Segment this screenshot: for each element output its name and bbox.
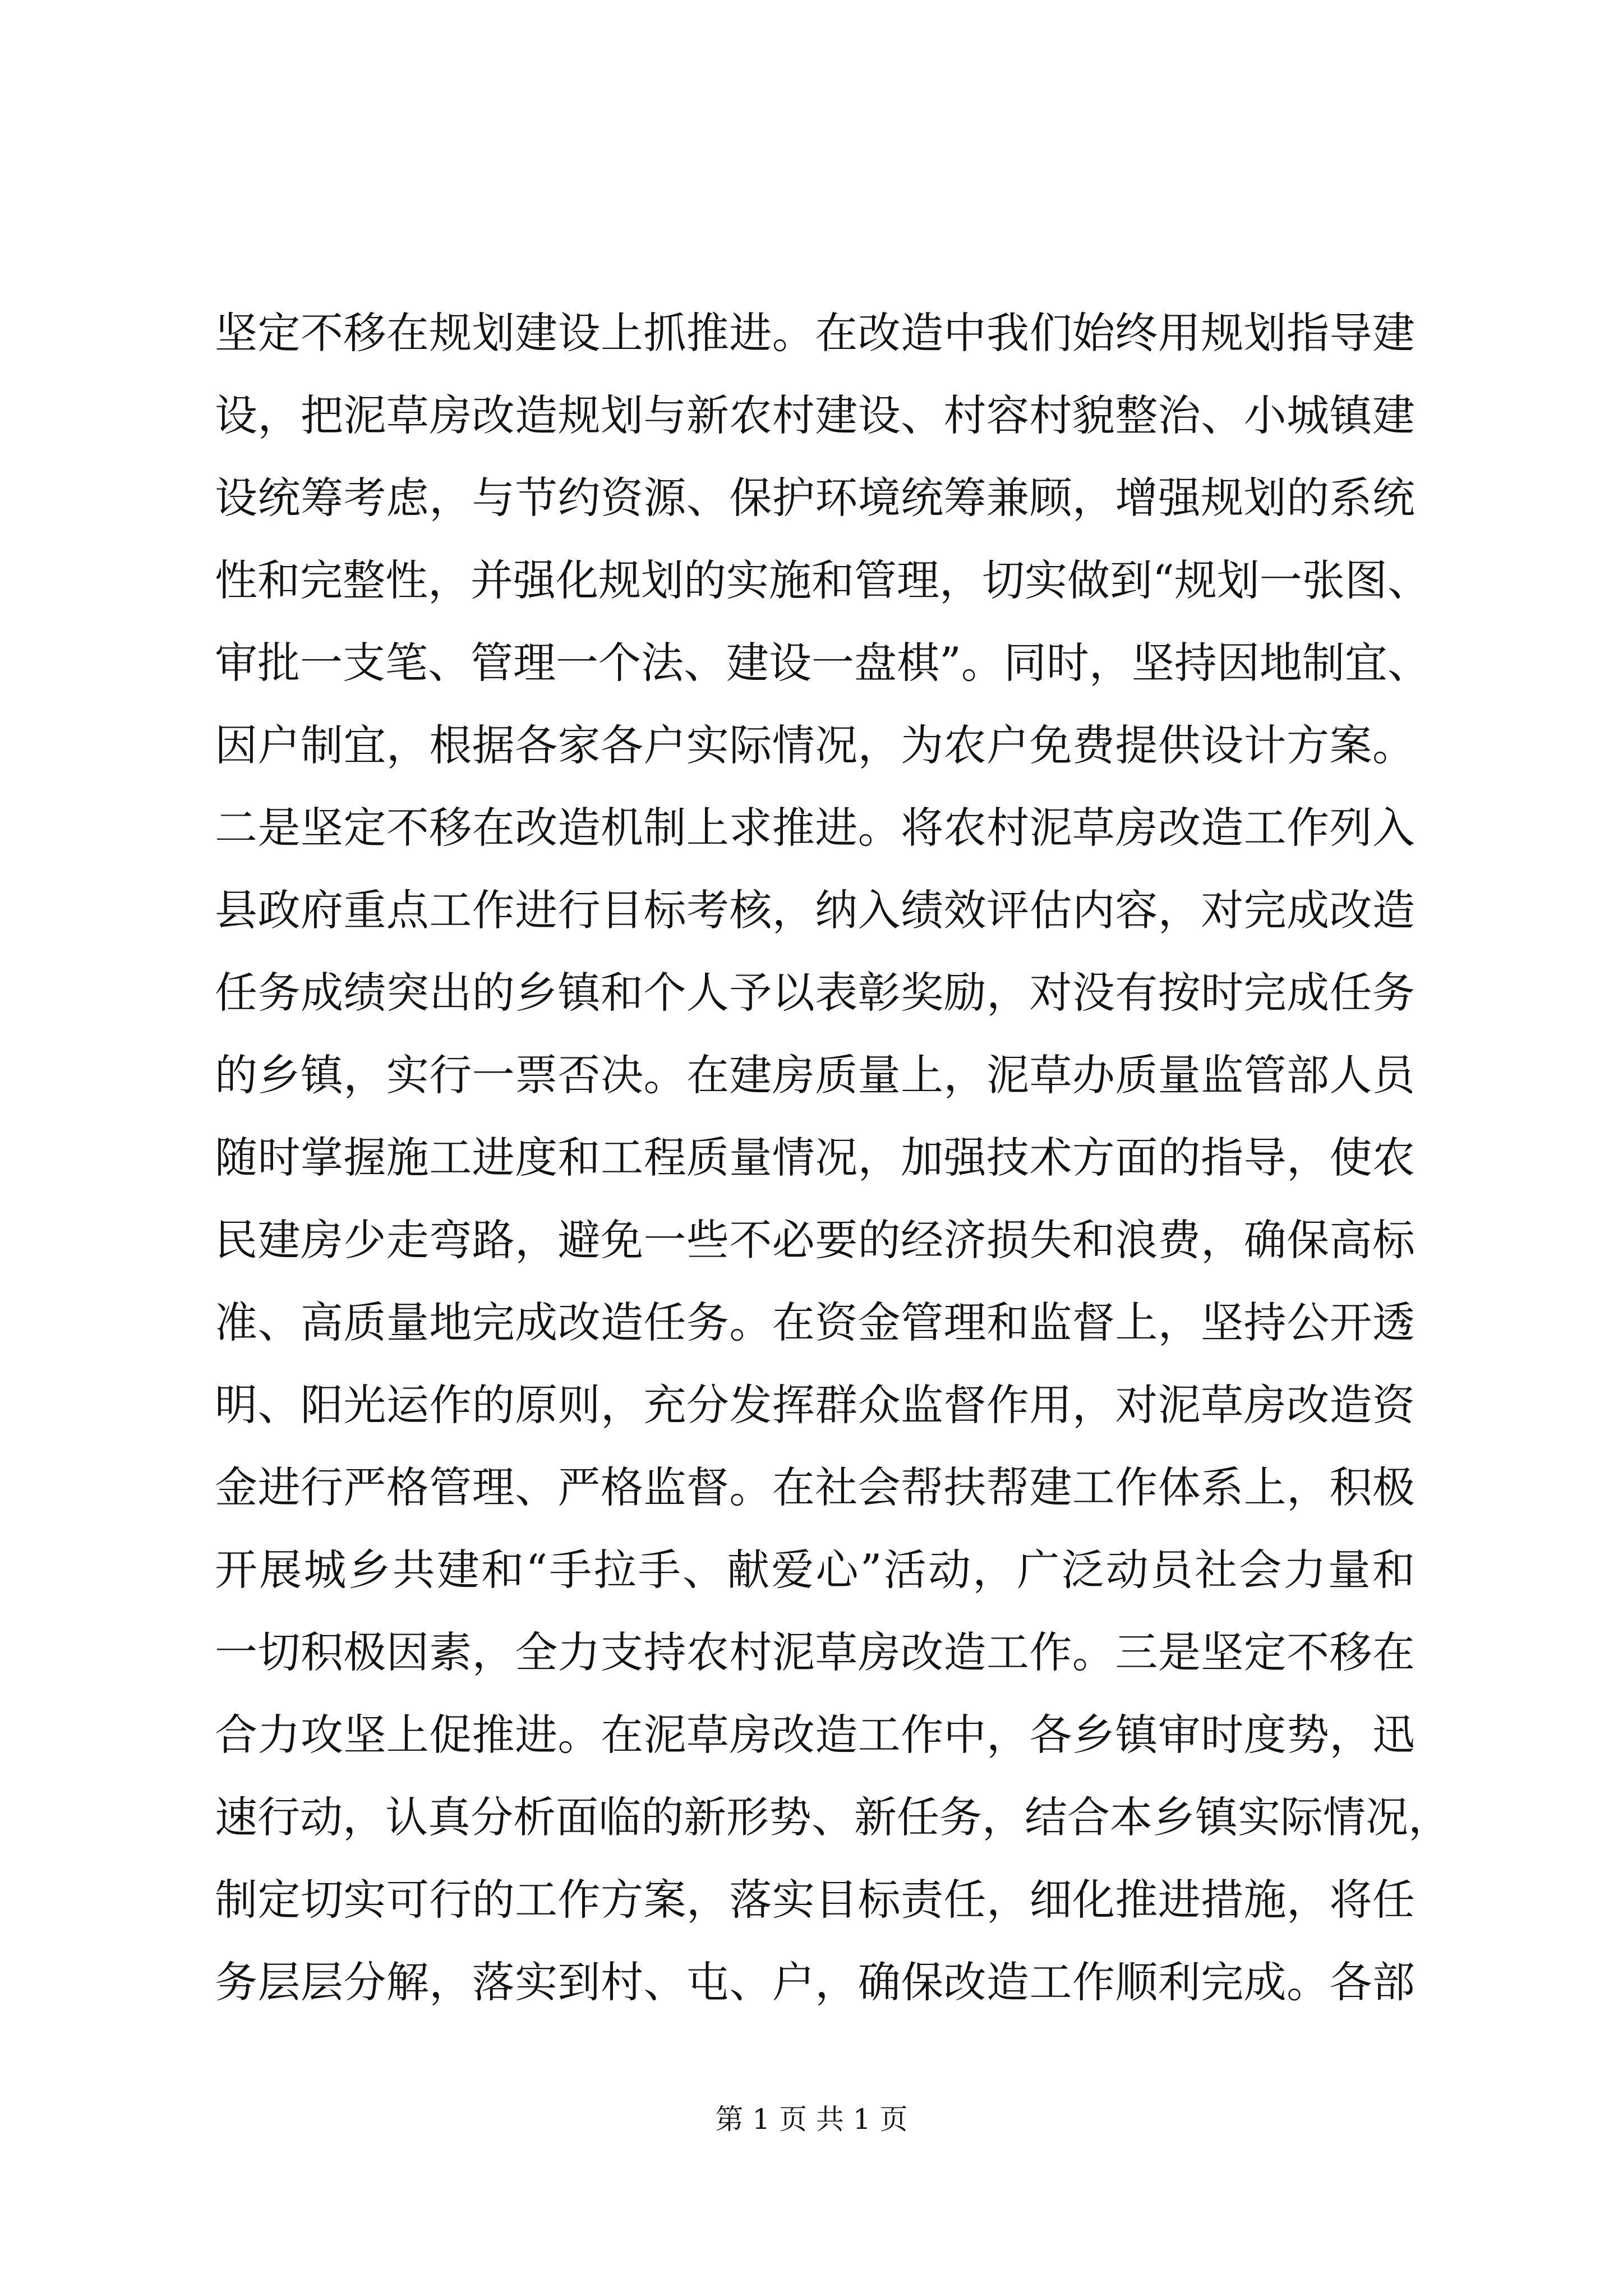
text-line: 性和完整性，并强化规划的实施和管理，切实做到“规划一张图、: [215, 555, 1430, 605]
text-line: 审批一支笔、管理一个法、建设一盘棋”。同时，坚持因地制宜、: [215, 638, 1430, 688]
text-line: 金进行严格管理、严格监督。在社会帮扶帮建工作体系上，积极: [215, 1462, 1415, 1512]
text-line: 民建房少走弯路，避免一些不必要的经济损失和浪费，确保高标: [215, 1215, 1415, 1265]
text-line: 明、阳光运作的原则，充分发挥群众监督作用，对泥草房改造资: [215, 1380, 1415, 1430]
text-line: 准、高质量地完成改造任务。在资金管理和监督上，坚持公开透: [215, 1297, 1415, 1347]
body-text: [215, 292, 1451, 2023]
text-line: 制定切实可行的工作方案，落实目标责任，细化推进措施，将任: [215, 1875, 1415, 1925]
text-line: 设统筹考虑，与节约资源、保护环境统筹兼顾，增强规划的系统: [215, 473, 1415, 523]
text-line: 因户制宜，根据各家各户实际情况，为农户免费提供设计方案。: [215, 720, 1415, 770]
text-line: 随时掌握施工进度和工程质量情况，加强技术方面的指导，使农: [215, 1133, 1415, 1182]
text-line: 县政府重点工作进行目标考核，纳入绩效评估内容，对完成改造: [215, 885, 1415, 935]
text-line: 的乡镇，实行一票否决。在建房质量上，泥草办质量监管部人员: [215, 1050, 1415, 1100]
text-line: 一切积极因素，全力支持农村泥草房改造工作。三是坚定不移在: [215, 1627, 1415, 1677]
text-line: 坚定不移在规划建设上抓推进。在改造中我们始终用规划指导建: [215, 308, 1415, 358]
text-line: 开展城乡共建和“手拉手、献爱心”活动，广泛动员社会力量和: [215, 1545, 1415, 1595]
text-line: 设，把泥草房改造规划与新农村建设、村容村貌整治、小城镇建: [215, 390, 1415, 440]
text-line: 务层层分解，落实到村、屯、户，确保改造工作顺利完成。各部: [215, 1957, 1415, 2007]
page-footer: 第 1 页 共 1 页: [715, 2103, 908, 2136]
text-line: 速行动，认真分析面临的新形势、新任务，结合本乡镇实际情况，: [215, 1792, 1451, 1842]
text-line: 二是坚定不移在改造机制上求推进。将农村泥草房改造工作列入: [215, 803, 1415, 853]
text-line: 任务成绩突出的乡镇和个人予以表彰奖励，对没有按时完成任务: [215, 968, 1415, 1018]
text-line: 合力攻坚上促推进。在泥草房改造工作中，各乡镇审时度势，迅: [215, 1710, 1415, 1760]
